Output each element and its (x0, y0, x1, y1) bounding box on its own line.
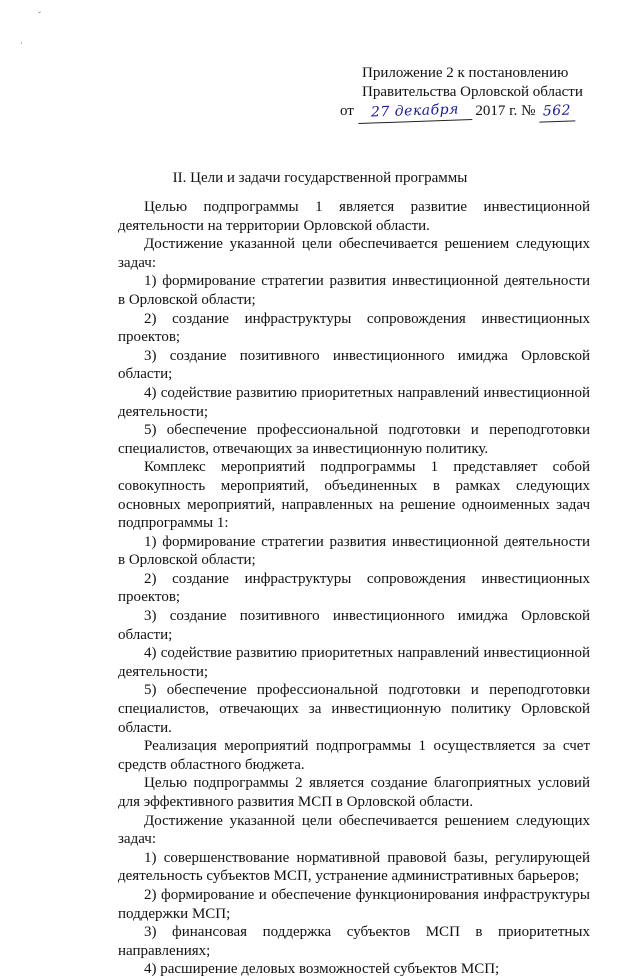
paragraph: Достижение указанной цели обеспечивается решением следующих задач: (118, 236, 590, 271)
appendix-line-1: Приложение 2 к постановлению (362, 65, 569, 81)
handwritten-date: 27 декабря (357, 100, 472, 124)
appendix-line-2: Правительства Орловской области (362, 84, 583, 100)
paragraph: 3) создание позитивного инвестиционного имиджа Орловской области; (118, 608, 590, 643)
paragraph: 5) обеспечение профессиональной подготовки и переподготовки специалистов, отвечающих за инвестиционную политику. (118, 422, 590, 457)
appendix-date-line (340, 102, 575, 122)
paragraph: 4) содействие развитию приоритетных направлений инвестиционной деятельности; (118, 645, 590, 680)
paragraph: Достижение указанной цели обеспечивается решением следующих задач: (118, 812, 590, 848)
paragraph: 5) обеспечение профессиональной подготовки и переподготовки специалистов, отвечающих за инвестиционную политику Орловской области. (118, 682, 590, 736)
scan-mark: · (20, 38, 23, 48)
section-title: II. Цели и задачи государственной программы (172, 170, 468, 186)
paragraph: 1) совершенствование нормативной правовой базы, регулирующей деятельность субъектов МСП, устранение административных барьеров; (118, 849, 590, 885)
paragraph: 2) создание инфраструктуры сопровождения инвестиционных проектов; (118, 310, 590, 346)
paragraph: Целью подпрограммы 2 является создание благоприятных условий для эффективного развития МСП в Орловской области. (118, 775, 590, 810)
paragraph: 3) создание позитивного инвестиционного имиджа Орловской области; (118, 347, 590, 383)
paragraph: 4) содействие развитию приоритетных направлений инвестиционной деятельности; (118, 384, 590, 420)
document-body (118, 198, 590, 979)
paragraph: 2) создание инфраструктуры сопровождения инвестиционных проектов; (118, 570, 590, 606)
paragraph: 1) формирование стратегии развития инвестиционной деятельности в Орловской области; (118, 533, 590, 569)
paragraph: Целью подпрограммы 1 является развитие инвестиционной деятельности на территории Орловской области. (118, 199, 590, 234)
date-prefix: от (340, 103, 354, 119)
paragraph: 2) формирование и обеспечение функционирования инфраструктуры поддержки МСП; (118, 886, 590, 922)
scan-mark: ˇ (38, 10, 41, 20)
paragraph: 3) финансовая поддержка субъектов МСП в приоритетных направлениях; (118, 924, 590, 959)
date-suffix: 2017 г. № (475, 103, 536, 119)
paragraph: 1) формирование стратегии развития инвестиционной деятельности в Орловской области; (118, 273, 590, 308)
paragraph: Реализация мероприятий подпрограммы 1 осуществляется за счет средств областного бюджета. (118, 738, 590, 773)
paragraph: 4) расширение деловых возможностей субъектов МСП; (144, 961, 500, 978)
handwritten-number: 562 (539, 101, 576, 122)
paragraph: Комплекс мероприятий подпрограммы 1 представляет собой совокупность мероприятий, объединенных в рамках следующих основных мероприятий, направленных на решение одноименных задач подпрограммы 1: (118, 459, 590, 532)
